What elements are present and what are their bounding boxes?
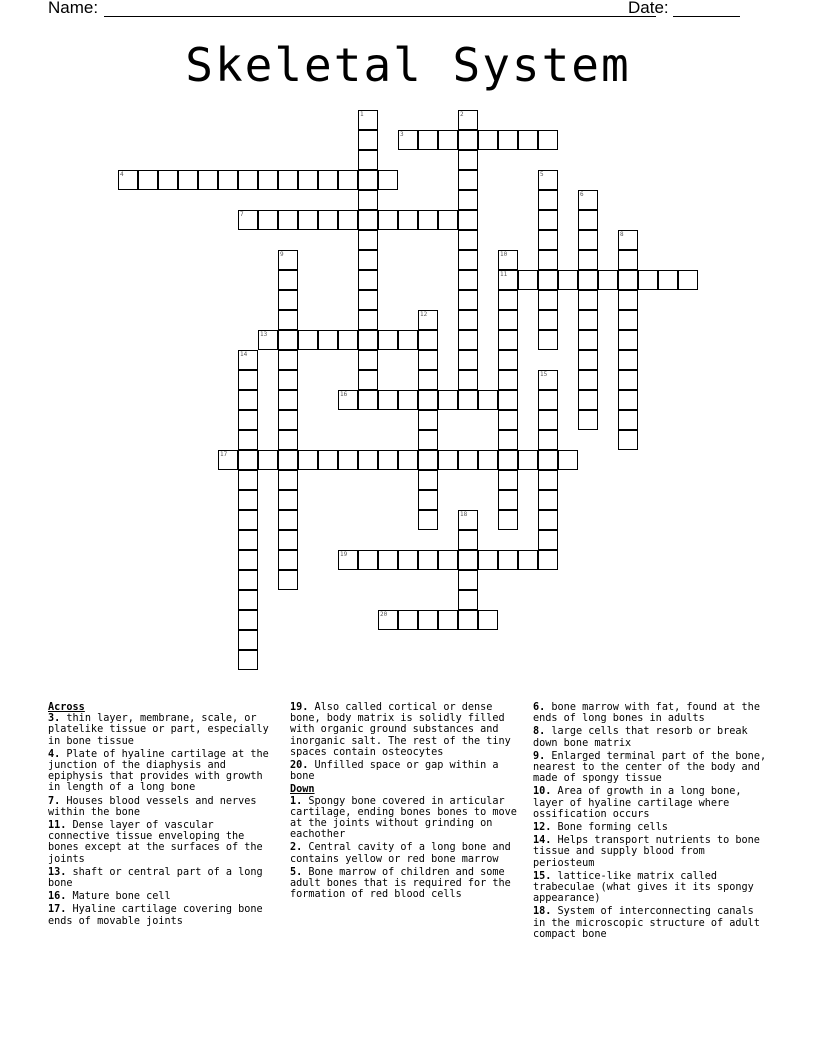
- grid-cell[interactable]: [318, 210, 338, 230]
- grid-cell[interactable]: [478, 550, 498, 570]
- clue-number: 15.: [533, 870, 552, 882]
- grid-cell[interactable]: [238, 450, 258, 470]
- grid-cell[interactable]: [238, 470, 258, 490]
- across-heading: Across: [48, 702, 85, 713]
- grid-cell[interactable]: [538, 390, 558, 410]
- grid-cell[interactable]: [278, 310, 298, 330]
- grid-cell[interactable]: [338, 170, 358, 190]
- grid-cell[interactable]: [358, 150, 378, 170]
- grid-cell[interactable]: [418, 510, 438, 530]
- clue-number: 11.: [48, 820, 67, 832]
- grid-cell[interactable]: [538, 250, 558, 270]
- grid-cell[interactable]: [278, 530, 298, 550]
- grid-cell[interactable]: [538, 430, 558, 450]
- grid-cell[interactable]: [278, 570, 298, 590]
- grid-cell[interactable]: [238, 370, 258, 390]
- grid-cell[interactable]: [498, 370, 518, 390]
- grid-cell[interactable]: [418, 550, 438, 570]
- grid-cell[interactable]: [358, 450, 378, 470]
- grid-cell[interactable]: [458, 210, 478, 230]
- clue-number: 3.: [48, 713, 61, 725]
- clue-number: 9.: [533, 750, 546, 762]
- grid-cell[interactable]: [538, 470, 558, 490]
- grid-cell[interactable]: [338, 450, 358, 470]
- grid-cell[interactable]: [238, 570, 258, 590]
- grid-cell[interactable]: [418, 330, 438, 350]
- clue-number-label: 3: [400, 131, 404, 138]
- clue-text: Hyaline cartilage covering bone ends of movable joints: [48, 904, 263, 927]
- grid-cell[interactable]: [358, 190, 378, 210]
- grid-cell[interactable]: [418, 370, 438, 390]
- grid-cell[interactable]: [578, 390, 598, 410]
- clue-number-label: 5: [540, 171, 544, 178]
- clue-item: [533, 751, 769, 785]
- clue-number: 6.: [533, 702, 546, 713]
- grid-cell[interactable]: [298, 450, 318, 470]
- grid-cell[interactable]: [278, 550, 298, 570]
- grid-cell[interactable]: [578, 330, 598, 350]
- clue-item: [48, 891, 280, 902]
- grid-cell[interactable]: [258, 170, 278, 190]
- grid-cell[interactable]: [538, 450, 558, 470]
- grid-cell[interactable]: [638, 270, 658, 290]
- grid-cell[interactable]: [618, 370, 638, 390]
- clue-item: [290, 796, 524, 841]
- grid-cell[interactable]: [418, 350, 438, 370]
- clue-number-label: 15: [540, 371, 548, 378]
- clue-number: 2.: [290, 842, 303, 854]
- clue-text: Spongy bone covered in articular cartilage, ending bones bones to move at the joints without grinding on eachother: [290, 795, 517, 841]
- grid-cell[interactable]: [438, 390, 458, 410]
- grid-cell[interactable]: [418, 130, 438, 150]
- grid-cell[interactable]: [458, 390, 478, 410]
- grid-cell[interactable]: [538, 270, 558, 290]
- grid-cell[interactable]: [458, 370, 478, 390]
- grid-cell[interactable]: [278, 350, 298, 370]
- grid-cell[interactable]: [618, 250, 638, 270]
- grid-cell[interactable]: [218, 170, 238, 190]
- grid-cell[interactable]: [358, 290, 378, 310]
- grid-cell[interactable]: [558, 270, 578, 290]
- grid-cell[interactable]: [358, 230, 378, 250]
- clue-text: lattice-like matrix called trabeculae (what gives it its spongy appearance): [533, 870, 754, 905]
- grid-cell[interactable]: [458, 590, 478, 610]
- grid-cell[interactable]: [498, 310, 518, 330]
- clue-number: 20.: [290, 760, 309, 772]
- grid-cell[interactable]: [418, 470, 438, 490]
- grid-cell[interactable]: [618, 330, 638, 350]
- grid-cell[interactable]: [358, 370, 378, 390]
- grid-cell[interactable]: [398, 450, 418, 470]
- grid-cell[interactable]: [578, 210, 598, 230]
- grid-cell[interactable]: [238, 390, 258, 410]
- clue-text: Bone marrow of children and some adult bones that is required for the formation of red blood cells: [290, 866, 511, 901]
- grid-cell[interactable]: [618, 410, 638, 430]
- clue-item: [533, 702, 769, 724]
- grid-cell[interactable]: [438, 130, 458, 150]
- grid-cell[interactable]: [278, 490, 298, 510]
- clue-text: large cells that resorb or break down bone matrix: [533, 726, 748, 749]
- grid-cell[interactable]: [558, 450, 578, 470]
- clue-number: 12.: [533, 822, 552, 834]
- grid-cell[interactable]: [538, 210, 558, 230]
- grid-cell[interactable]: [458, 450, 478, 470]
- grid-cell[interactable]: [578, 270, 598, 290]
- clue-number: 8.: [533, 726, 546, 738]
- clue-text: Dense layer of vascular connective tissue enveloping the bones except at the surfaces of the joints: [48, 820, 263, 865]
- grid-cell[interactable]: [398, 330, 418, 350]
- grid-cell[interactable]: [618, 310, 638, 330]
- grid-cell[interactable]: [618, 290, 638, 310]
- grid-cell[interactable]: [538, 490, 558, 510]
- grid-cell[interactable]: [458, 230, 478, 250]
- clue-text: Area of growth in a long bone, layer of hyaline cartilage where ossification occurs: [533, 786, 742, 820]
- clue-number: 19.: [290, 702, 309, 713]
- grid-cell[interactable]: [618, 270, 638, 290]
- clue-number-label: 20: [380, 611, 388, 618]
- clue-number-label: 4: [120, 171, 124, 178]
- grid-cell[interactable]: [358, 210, 378, 230]
- grid-cell[interactable]: [458, 290, 478, 310]
- grid-cell[interactable]: [498, 350, 518, 370]
- grid-cell[interactable]: [318, 170, 338, 190]
- grid-cell[interactable]: [358, 250, 378, 270]
- clue-number: 16.: [48, 891, 67, 903]
- grid-cell[interactable]: [458, 610, 478, 630]
- grid-cell[interactable]: [538, 130, 558, 150]
- clue-item: [48, 749, 280, 794]
- grid-cell[interactable]: [658, 270, 678, 290]
- grid-cell[interactable]: [358, 310, 378, 330]
- grid-cell[interactable]: [318, 330, 338, 350]
- clue-text: Plate of hyaline cartilage at the junction of the diaphysis and epiphysis that provides with growth in length of a long bone: [48, 748, 269, 794]
- clue-item: [533, 726, 769, 748]
- grid-cell[interactable]: [618, 390, 638, 410]
- grid-cell[interactable]: [458, 350, 478, 370]
- clue-number-label: 19: [340, 551, 348, 558]
- grid-cell[interactable]: [378, 210, 398, 230]
- clue-text: shaft or central part of a long bone: [48, 866, 263, 890]
- grid-cell[interactable]: [498, 470, 518, 490]
- clue-number: 5.: [290, 866, 303, 878]
- grid-cell[interactable]: [358, 550, 378, 570]
- clue-number-label: 9: [280, 251, 284, 258]
- clue-number: 17.: [48, 904, 67, 916]
- clue-number: 10.: [533, 786, 552, 798]
- name-label: Name:: [48, 0, 99, 17]
- grid-cell[interactable]: [398, 610, 418, 630]
- grid-cell[interactable]: [398, 390, 418, 410]
- clue-number-label: 14: [240, 351, 248, 358]
- clue-text: System of interconnecting canals in the microscopic structure of adult compact bone: [533, 906, 760, 940]
- grid-cell[interactable]: [538, 330, 558, 350]
- grid-cell[interactable]: [618, 430, 638, 450]
- grid-cell[interactable]: [418, 410, 438, 430]
- date-label: Date:: [628, 0, 669, 17]
- grid-cell[interactable]: [198, 170, 218, 190]
- clue-number-label: 8: [620, 231, 624, 238]
- clue-number: 14.: [533, 835, 552, 847]
- grid-cell[interactable]: [458, 250, 478, 270]
- clue-text: Enlarged terminal part of the bone, nearest to the center of the body and made of spongy tissue: [533, 750, 767, 785]
- clue-text: bone marrow with fat, found at the ends of long bones in adults: [533, 702, 760, 725]
- grid-cell[interactable]: [458, 310, 478, 330]
- grid-cell[interactable]: [458, 570, 478, 590]
- grid-cell[interactable]: [438, 450, 458, 470]
- clue-text: Bone forming cells: [551, 822, 668, 834]
- clue-text: Helps transport nutrients to bone tissue and supply blood from periosteum: [533, 835, 760, 869]
- clue-number-label: 10: [500, 251, 508, 258]
- clue-item: [48, 796, 280, 818]
- clue-text: Houses blood vessels and nerves within the bone: [48, 795, 257, 818]
- grid-cell[interactable]: [258, 210, 278, 230]
- grid-cell[interactable]: [438, 210, 458, 230]
- clue-item: [290, 702, 524, 758]
- down-heading: Down: [290, 784, 315, 796]
- grid-cell[interactable]: [478, 390, 498, 410]
- clue-number-label: 11: [500, 271, 508, 278]
- clue-number-label: 6: [580, 191, 584, 198]
- grid-cell[interactable]: [378, 450, 398, 470]
- clue-item: [533, 906, 769, 940]
- puzzle-title: Skeletal System: [185, 38, 631, 92]
- clue-number: 7.: [48, 795, 61, 807]
- grid-cell[interactable]: [538, 410, 558, 430]
- grid-cell[interactable]: [418, 490, 438, 510]
- grid-cell[interactable]: [378, 170, 398, 190]
- clue-item: [533, 835, 769, 869]
- clue-item: [48, 867, 280, 889]
- grid-cell[interactable]: [458, 330, 478, 350]
- clue-number: 13.: [48, 866, 67, 878]
- grid-cell[interactable]: [238, 170, 258, 190]
- grid-cell[interactable]: [298, 210, 318, 230]
- grid-cell[interactable]: [278, 430, 298, 450]
- clue-number-label: 1: [360, 111, 364, 118]
- clue-text: Also called cortical or dense bone, body matrix is solidly filled with organic ground substances and inorganic salt. The rest of the tiny spaces contain osteocytes: [290, 702, 511, 758]
- grid-cell[interactable]: [618, 350, 638, 370]
- grid-cell[interactable]: [278, 410, 298, 430]
- clue-item: [533, 871, 769, 905]
- grid-cell[interactable]: [518, 450, 538, 470]
- grid-cell[interactable]: [358, 270, 378, 290]
- grid-cell[interactable]: [418, 430, 438, 450]
- clue-text: thin layer, membrane, scale, or platelike tissue or part, especially in bone tissue: [48, 713, 269, 747]
- grid-cell[interactable]: [278, 330, 298, 350]
- grid-cell[interactable]: [278, 470, 298, 490]
- clue-number: 18.: [533, 906, 552, 918]
- grid-cell[interactable]: [578, 290, 598, 310]
- grid-cell[interactable]: [238, 590, 258, 610]
- grid-cell[interactable]: [378, 390, 398, 410]
- grid-cell[interactable]: [578, 230, 598, 250]
- grid-cell[interactable]: [238, 550, 258, 570]
- grid-cell[interactable]: [538, 510, 558, 530]
- grid-cell[interactable]: [538, 230, 558, 250]
- grid-cell[interactable]: [598, 270, 618, 290]
- grid-cell[interactable]: [498, 430, 518, 450]
- clue-item: [48, 820, 280, 865]
- grid-cell[interactable]: [278, 210, 298, 230]
- clue-text: Central cavity of a long bone and contains yellow or red bone marrow: [290, 842, 511, 865]
- grid-cell[interactable]: [278, 510, 298, 530]
- grid-cell[interactable]: [498, 450, 518, 470]
- grid-cell[interactable]: [478, 610, 498, 630]
- clue-number: 4.: [48, 748, 61, 760]
- clue-item: [48, 904, 280, 926]
- grid-cell[interactable]: [478, 450, 498, 470]
- grid-cell[interactable]: [418, 450, 438, 470]
- grid-cell[interactable]: [538, 190, 558, 210]
- clue-number: 1.: [290, 795, 303, 807]
- clue-number-label: 7: [240, 211, 244, 218]
- grid-cell[interactable]: [498, 490, 518, 510]
- grid-cell[interactable]: [358, 390, 378, 410]
- grid-cell[interactable]: [378, 550, 398, 570]
- grid-cell[interactable]: [578, 310, 598, 330]
- grid-cell[interactable]: [238, 410, 258, 430]
- grid-cell[interactable]: [338, 210, 358, 230]
- grid-cell[interactable]: [498, 130, 518, 150]
- grid-cell[interactable]: [278, 170, 298, 190]
- clue-column-1: [48, 702, 280, 929]
- grid-cell[interactable]: [458, 130, 478, 150]
- grid-cell[interactable]: [358, 350, 378, 370]
- grid-cell[interactable]: [358, 130, 378, 150]
- clue-item: [48, 713, 280, 747]
- grid-cell[interactable]: [678, 270, 698, 290]
- grid-cell[interactable]: [238, 430, 258, 450]
- grid-cell[interactable]: [278, 290, 298, 310]
- grid-cell[interactable]: [518, 550, 538, 570]
- grid-cell[interactable]: [238, 490, 258, 510]
- grid-cell[interactable]: [458, 190, 478, 210]
- grid-cell[interactable]: [338, 330, 358, 350]
- grid-cell[interactable]: [538, 310, 558, 330]
- grid-cell[interactable]: [578, 350, 598, 370]
- grid-cell[interactable]: [518, 130, 538, 150]
- grid-cell[interactable]: [378, 330, 398, 350]
- grid-cell[interactable]: [458, 170, 478, 190]
- grid-cell[interactable]: [498, 550, 518, 570]
- grid-cell[interactable]: [498, 330, 518, 350]
- grid-cell[interactable]: [458, 530, 478, 550]
- clue-number-label: 13: [260, 331, 268, 338]
- clue-text: Unfilled space or gap within a bone: [290, 760, 499, 783]
- grid-cell[interactable]: [538, 530, 558, 550]
- grid-cell[interactable]: [138, 170, 158, 190]
- clue-item: [290, 760, 524, 782]
- clue-number-label: 12: [420, 311, 428, 318]
- clue-column-3: [533, 702, 769, 942]
- grid-cell[interactable]: [578, 370, 598, 390]
- grid-cell[interactable]: [158, 170, 178, 190]
- clue-item: [290, 867, 524, 901]
- grid-cell[interactable]: [238, 510, 258, 530]
- clue-column-2: [290, 702, 524, 902]
- grid-cell[interactable]: [358, 170, 378, 190]
- grid-cell[interactable]: [398, 210, 418, 230]
- grid-cell[interactable]: [538, 550, 558, 570]
- grid-cell[interactable]: [278, 390, 298, 410]
- grid-cell[interactable]: [498, 510, 518, 530]
- grid-cell[interactable]: [238, 530, 258, 550]
- clue-text: Mature bone cell: [66, 891, 171, 903]
- grid-cell[interactable]: [578, 410, 598, 430]
- grid-cell[interactable]: [498, 390, 518, 410]
- grid-cell[interactable]: [298, 170, 318, 190]
- grid-cell[interactable]: [478, 130, 498, 150]
- clue-number-label: 16: [340, 391, 348, 398]
- grid-cell[interactable]: [498, 290, 518, 310]
- grid-cell[interactable]: [458, 150, 478, 170]
- grid-cell[interactable]: [418, 610, 438, 630]
- clue-number-label: 17: [220, 451, 228, 458]
- clue-number-label: 18: [460, 511, 468, 518]
- grid-cell[interactable]: [178, 170, 198, 190]
- grid-cell[interactable]: [358, 330, 378, 350]
- grid-cell[interactable]: [278, 270, 298, 290]
- grid-cell[interactable]: [258, 450, 278, 470]
- grid-cell[interactable]: [438, 610, 458, 630]
- grid-cell[interactable]: [418, 390, 438, 410]
- clue-number-label: 2: [460, 111, 464, 118]
- grid-cell[interactable]: [458, 550, 478, 570]
- grid-cell[interactable]: [438, 550, 458, 570]
- grid-cell[interactable]: [238, 630, 258, 650]
- clue-item: [533, 786, 769, 820]
- clue-item: [533, 822, 769, 833]
- grid-cell[interactable]: [298, 330, 318, 350]
- grid-cell[interactable]: [578, 250, 598, 270]
- grid-cell[interactable]: [238, 650, 258, 670]
- grid-cell[interactable]: [238, 610, 258, 630]
- grid-cell[interactable]: [518, 270, 538, 290]
- grid-cell[interactable]: [318, 450, 338, 470]
- grid-cell[interactable]: [278, 370, 298, 390]
- grid-cell[interactable]: [458, 270, 478, 290]
- grid-cell[interactable]: [398, 550, 418, 570]
- grid-cell[interactable]: [538, 290, 558, 310]
- grid-cell[interactable]: [278, 450, 298, 470]
- grid-cell[interactable]: [418, 210, 438, 230]
- grid-cell[interactable]: [498, 410, 518, 430]
- clue-item: [290, 842, 524, 864]
